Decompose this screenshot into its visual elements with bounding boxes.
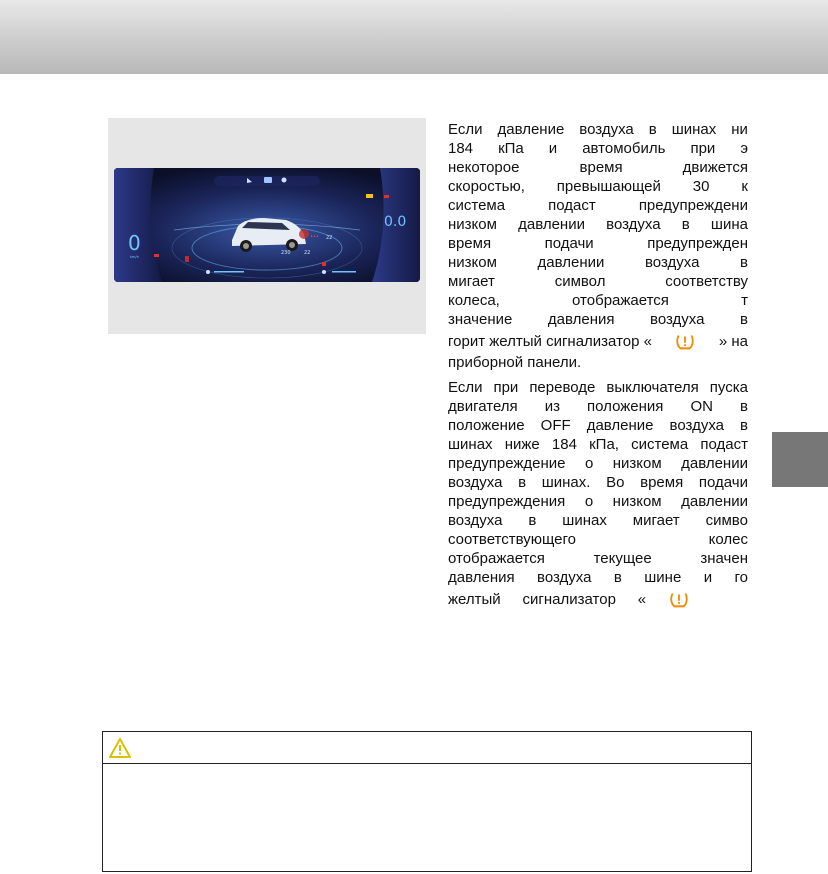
caution-box <box>102 731 752 872</box>
word: давлении <box>681 493 748 510</box>
dashboard-figure <box>108 118 426 334</box>
word: воздуха <box>537 569 592 586</box>
text-line <box>448 272 748 291</box>
text-line <box>448 530 748 549</box>
word: предупреждени <box>638 197 748 214</box>
header-band <box>0 0 828 74</box>
word: давлении <box>518 216 585 233</box>
word: симво <box>705 512 748 529</box>
word: в <box>740 417 748 434</box>
word: воздуха <box>448 474 503 491</box>
speed-readout: 0 <box>128 231 141 255</box>
word: предупреждение <box>448 455 566 472</box>
word: выключателя <box>606 379 699 396</box>
text-column <box>448 120 748 611</box>
svg-text:•••: ••• <box>310 234 319 240</box>
text-line <box>448 120 748 139</box>
word: воздуха <box>448 512 503 529</box>
word: Если <box>448 121 483 138</box>
word: го <box>734 569 748 586</box>
paragraph-1-last-line: приборной панели. <box>448 354 582 371</box>
word: в <box>518 474 527 491</box>
word: желтый <box>448 590 501 608</box>
word: колес <box>708 531 748 548</box>
word: кПа, <box>589 436 619 453</box>
word: в <box>739 398 748 415</box>
word: в <box>648 121 657 138</box>
text-line <box>448 310 748 329</box>
paragraph-1 <box>448 120 748 329</box>
word: при <box>493 379 519 396</box>
word: кПа <box>498 140 524 157</box>
word: давления <box>448 569 515 586</box>
word: из <box>544 398 560 415</box>
word: шинах <box>448 436 493 453</box>
word: низком <box>612 493 662 510</box>
word: система <box>631 436 689 453</box>
car-status-icon <box>264 177 272 183</box>
word: положение <box>448 417 525 434</box>
text-line <box>448 397 748 416</box>
text-line <box>448 253 748 272</box>
text-line <box>448 568 748 587</box>
word: подаст <box>548 197 596 214</box>
word: подачи <box>544 235 594 252</box>
word: ON <box>690 398 713 415</box>
word: шина <box>710 216 748 233</box>
text-line <box>448 291 748 310</box>
word: в <box>681 216 690 233</box>
word: 30 <box>692 178 710 195</box>
instrument-cluster-image <box>114 168 420 282</box>
svg-text:22: 22 <box>304 250 311 256</box>
word: и <box>703 569 713 586</box>
word: превышающей <box>556 178 661 195</box>
word: э <box>740 140 748 157</box>
light-indicator-icon <box>282 178 287 183</box>
word: пуска <box>709 379 748 396</box>
word: соответству <box>665 273 748 290</box>
word: о <box>584 493 594 510</box>
word: Если <box>448 379 483 396</box>
word: давление <box>586 417 654 434</box>
word: воздуха <box>606 216 661 233</box>
word: давление <box>497 121 565 138</box>
chapter-tab <box>772 432 828 487</box>
text-line <box>448 454 748 473</box>
word: ни <box>731 121 748 138</box>
word: давления <box>547 311 615 328</box>
word: значен <box>700 550 748 567</box>
word: текущее <box>593 550 652 567</box>
icon-line-1 <box>448 329 748 353</box>
word: OFF <box>540 417 571 434</box>
word: переводе <box>529 379 596 396</box>
svg-text:22: 22 <box>326 235 333 241</box>
word: колеса, <box>448 292 500 309</box>
right-readout: 0.0 <box>384 214 407 230</box>
text-line <box>448 416 748 435</box>
word: Во <box>606 474 625 491</box>
word: отображается <box>572 292 669 309</box>
icon-line-2 <box>448 587 690 611</box>
word: шинах <box>562 512 607 529</box>
engine-warning-icon <box>366 194 373 198</box>
word: 184 <box>448 140 474 157</box>
word: к <box>741 178 748 195</box>
text-line <box>448 473 748 492</box>
word: в <box>528 512 537 529</box>
word: движется <box>682 159 748 176</box>
text-line <box>448 549 748 568</box>
word: шинах <box>671 121 717 138</box>
text-line <box>448 234 748 253</box>
word: время <box>579 159 623 176</box>
text-line <box>448 139 748 158</box>
word: время <box>640 474 684 491</box>
tire-alert-marker <box>299 229 309 239</box>
text-line <box>448 435 748 454</box>
caution-header <box>103 732 751 764</box>
text-line <box>448 177 748 196</box>
text-line <box>448 215 748 234</box>
caution-triangle-icon <box>108 737 132 759</box>
word: т <box>741 292 748 309</box>
text-line <box>448 196 748 215</box>
word: скоростью, <box>448 178 525 195</box>
word: и <box>548 140 558 157</box>
word: низком <box>612 455 662 472</box>
word: значение <box>448 311 513 328</box>
word: предупрежден <box>647 235 748 252</box>
word: давлении <box>537 254 605 271</box>
word: подаст <box>700 436 748 453</box>
text-line <box>448 492 748 511</box>
word: предупреждения <box>448 493 566 510</box>
text-line <box>448 378 748 397</box>
word: сигнализатор <box>522 590 616 608</box>
word: « <box>637 590 647 608</box>
word: двигателя <box>448 398 518 415</box>
word: автомобиль <box>582 140 666 157</box>
word: время <box>448 235 492 252</box>
word: в <box>740 254 748 271</box>
text-line <box>448 158 748 177</box>
word: некоторое <box>448 159 520 176</box>
word: ниже <box>504 436 540 453</box>
paragraph-2 <box>448 378 748 587</box>
word: при <box>690 140 716 157</box>
word: воздуха <box>669 417 724 434</box>
word: о <box>584 455 594 472</box>
word: в <box>613 569 622 586</box>
word: низком <box>448 216 497 233</box>
text-line <box>448 511 748 530</box>
word: отображается <box>448 550 545 567</box>
word: символ <box>554 273 606 290</box>
word: воздуха <box>650 311 705 328</box>
word: низком <box>448 254 497 271</box>
word: мигает <box>448 273 495 290</box>
word: воздуха <box>644 254 700 271</box>
icon-line-1-after: » на <box>718 332 748 350</box>
word: система <box>448 197 506 214</box>
word: в <box>740 311 748 328</box>
tire-pressure-warning-icon <box>668 588 690 610</box>
svg-text:230: 230 <box>281 250 291 256</box>
word: мигает <box>632 512 680 529</box>
word: шине <box>644 569 682 586</box>
word: воздуха <box>579 121 634 138</box>
tire-pressure-warning-icon <box>674 330 696 352</box>
word: положения <box>587 398 664 415</box>
word: шинах. <box>541 474 591 491</box>
svg-text:km/h: km/h <box>130 255 139 259</box>
word: соответствующего <box>448 531 576 548</box>
word: 184 <box>551 436 577 453</box>
word: подачи <box>698 474 748 491</box>
icon-line-1-before: горит желтый сигнализатор « <box>448 332 652 350</box>
word: давлении <box>681 455 748 472</box>
